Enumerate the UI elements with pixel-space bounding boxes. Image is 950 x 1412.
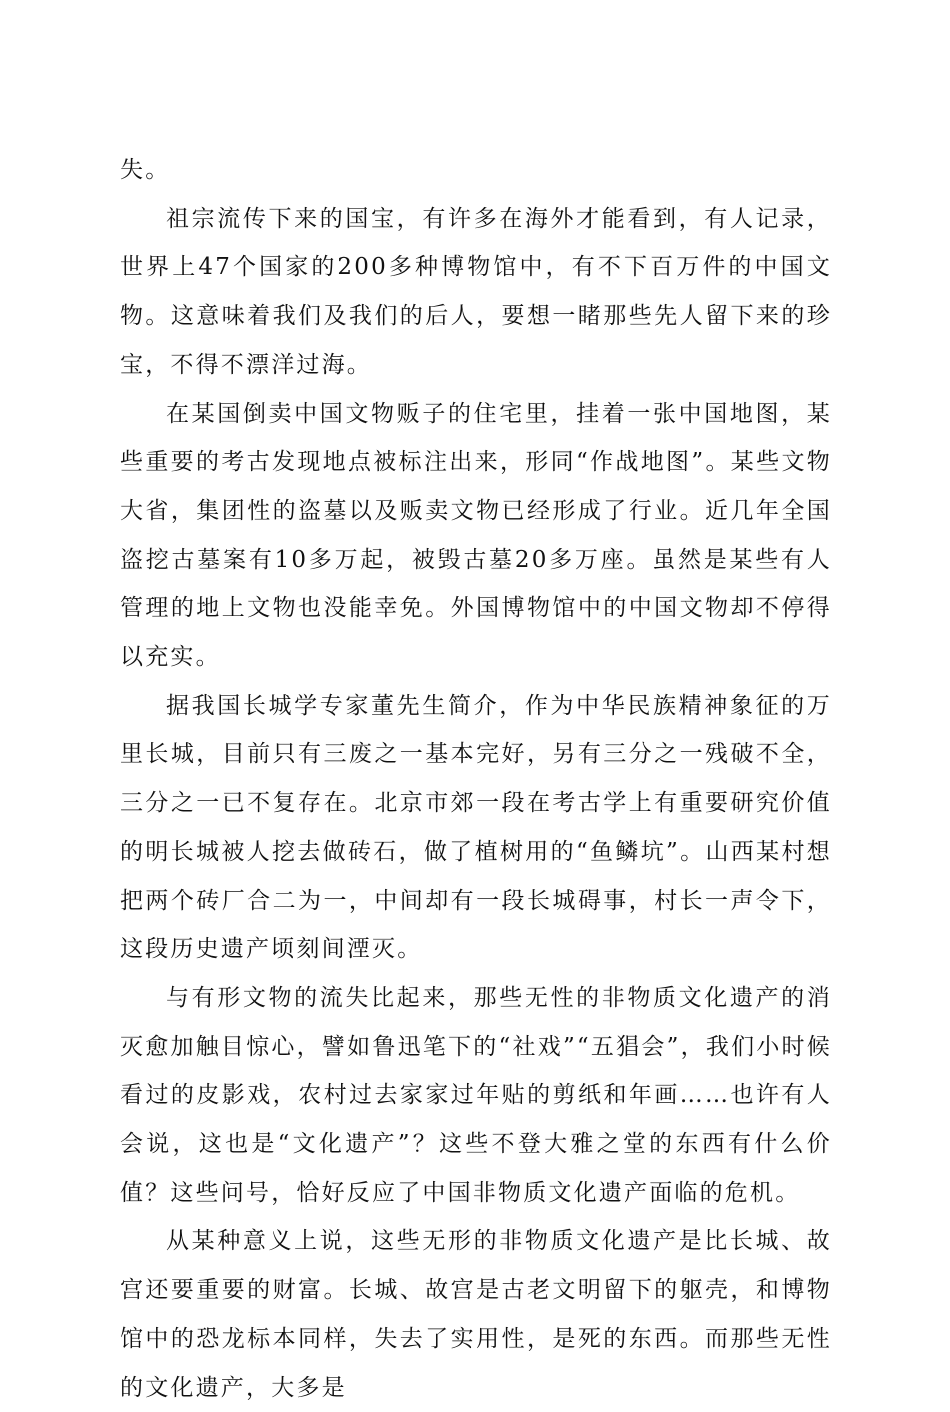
paragraph-heritage-value: 从某种意义上说，这些无形的非物质文化遗产是比长城、故宫还要重要的财富。长城、故宫是古老文明留下的躯壳，和博物馆中的恐龙标本同样，失去了实用性，是死的东西。而那些无性的文化遗产，大多是 [120,1228,832,1401]
paragraph-tomb-raiding: 在某国倒卖中国文物贩子的住宅里，挂着一张中国地图，某些重要的考古发现地点被标注出来，形同“作战地图”。某些文物大省，集团性的盗墓以及贩卖文物已经形成了行业。近几年全国盗挖古墓案有10多万起，被毁古墓20多万座。虽然是某些有人管理的地上文物也没能幸免。外国博物馆中的中国文物却不停得以充实。 [120,400,832,671]
paragraph-national-treasures-abroad: 祖宗流传下来的国宝，有许多在海外才能看到，有人记录，世界上47个国家的200多种博物馆中，有不下百万件的中国文物。这意味着我们及我们的后人，要想一睹那些先人留下来的珍宝，不得不漂洋过海。 [120,205,832,378]
paragraph-great-wall: 据我国长城学专家董先生简介，作为中华民族精神象征的万里长城，目前只有三废之一基本完好，另有三分之一残破不全，三分之一已不复存在。北京市郊一段在考古学上有重要研究价值的明长城被人挖去做砖石，做了植树用的“鱼鳞坑”。山西某村想把两个砖厂合二为一，中间却有一段长城碍事，村长一声令下，这段历史遗产顷刻间湮灭。 [120,692,832,963]
document-body [120,146,832,1412]
paragraph-intangible-heritage: 与有形文物的流失比起来，那些无性的非物质文化遗产的消灭愈加触目惊心，譬如鲁迅笔下的“社戏”“五猖会”，我们小时候看过的皮影戏，农村过去家家过年贴的剪纸和年画……也许有人会说，这也是“文化遗产”？这些不登大雅之堂的东西有什么价值？这些问号，恰好反应了中国非物质文化遗产面临的危机。 [120,984,832,1206]
paragraph-continuation: 失。 [120,157,171,183]
